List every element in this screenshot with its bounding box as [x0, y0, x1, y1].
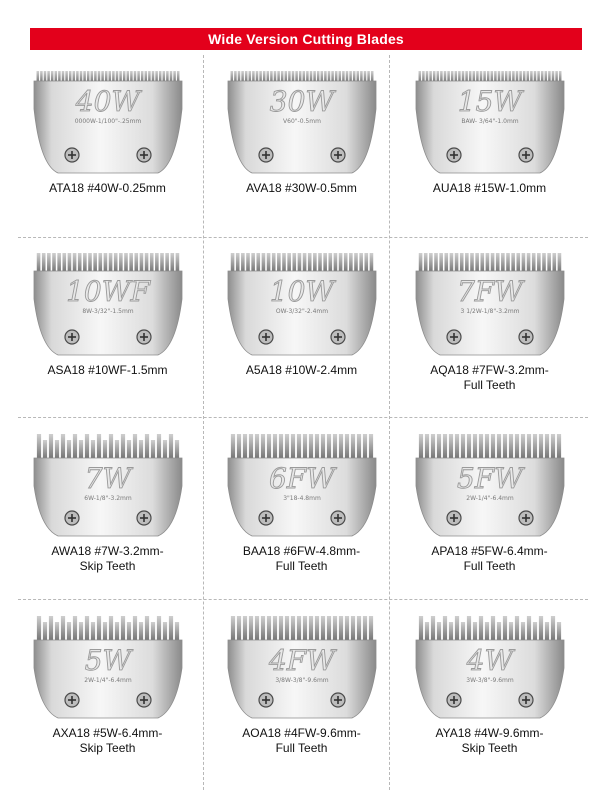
- blade-size-engraving: BAW- 3/64"-1.0mm: [460, 118, 519, 125]
- blade-image: [18, 249, 198, 361]
- blade-image: [18, 430, 198, 542]
- screw-icon: [519, 693, 533, 707]
- blade-teeth: [418, 434, 560, 460]
- blade-size-engraving: 0000W-1/100"-.25mm: [74, 118, 141, 125]
- blade-caption: [392, 181, 587, 196]
- blade-teeth: [230, 253, 372, 273]
- caption-model: AYA18 #4W-9.6mm-: [435, 726, 544, 740]
- title-banner: [30, 28, 582, 50]
- blade-code-engraving: 40W: [75, 85, 140, 118]
- screw-icon: [259, 511, 273, 525]
- screw-icon: [331, 330, 345, 344]
- caption-teeth-type: Full Teeth: [463, 559, 516, 573]
- caption-teeth-type: Full Teeth: [275, 559, 328, 573]
- blade-size-engraving: V60"-0.5mm: [282, 118, 321, 125]
- blade-caption: [10, 363, 205, 378]
- caption-model: APA18 #5FW-6.4mm-: [431, 544, 548, 558]
- blade-card: [392, 237, 587, 420]
- screw-icon: [447, 511, 461, 525]
- screw-icon: [447, 693, 461, 707]
- blade-size-engraving: 6W-1/8"-3.2mm: [83, 495, 132, 502]
- screw-icon: [331, 148, 345, 162]
- blade-card: [392, 55, 587, 238]
- blade-card: [392, 600, 587, 783]
- screw-icon: [259, 330, 273, 344]
- screw-icon: [447, 148, 461, 162]
- screw-icon: [447, 330, 461, 344]
- blade-caption: [204, 181, 399, 196]
- caption-model: AVA18 #30W-0.5mm: [246, 181, 357, 195]
- screw-icon: [137, 148, 151, 162]
- screw-icon: [331, 511, 345, 525]
- caption-teeth-type: Skip Teeth: [79, 559, 136, 573]
- screw-icon: [519, 330, 533, 344]
- blade-caption: [204, 544, 399, 574]
- caption-model: ATA18 #40W-0.25mm: [49, 181, 166, 195]
- blade-caption: [204, 726, 399, 756]
- blade-size-engraving: 3W-3/8"-9.6mm: [465, 677, 514, 684]
- blade-code-engraving: 10W: [269, 275, 334, 308]
- screw-icon: [259, 148, 273, 162]
- caption-model: AXA18 #5W-6.4mm-: [52, 726, 163, 740]
- blade-caption: [392, 363, 587, 393]
- blade-grid: [0, 55, 600, 790]
- blade-card: [10, 600, 205, 783]
- caption-teeth-type: Full Teeth: [275, 741, 328, 755]
- blade-card: [204, 55, 399, 238]
- screw-icon: [519, 511, 533, 525]
- caption-teeth-type: Skip Teeth: [461, 741, 518, 755]
- screw-icon: [65, 330, 79, 344]
- blade-size-engraving: OW-3/32"-2.4mm: [275, 308, 328, 315]
- blade-teeth: [230, 434, 372, 460]
- blade-image: [400, 612, 580, 724]
- blade-teeth: [36, 434, 178, 460]
- screw-icon: [65, 511, 79, 525]
- screw-icon: [259, 693, 273, 707]
- screw-icon: [331, 693, 345, 707]
- blade-caption: [10, 181, 205, 196]
- blade-card: [392, 418, 587, 601]
- blade-card: [204, 237, 399, 420]
- blade-teeth: [36, 616, 178, 642]
- screw-icon: [137, 693, 151, 707]
- blade-code-engraving: 15W: [457, 85, 522, 118]
- screw-icon: [519, 148, 533, 162]
- blade-size-engraving: 2W-1/4"-6.4mm: [83, 677, 132, 684]
- caption-teeth-type: Full Teeth: [463, 378, 516, 392]
- blade-card: [204, 418, 399, 601]
- blade-teeth: [230, 616, 372, 642]
- screw-icon: [137, 511, 151, 525]
- blade-image: [18, 612, 198, 724]
- blade-caption: [392, 544, 587, 574]
- blade-card: [10, 55, 205, 238]
- blade-code-engraving: 7W: [84, 462, 131, 495]
- blade-image: [212, 249, 392, 361]
- caption-model: AWA18 #7W-3.2mm-: [51, 544, 164, 558]
- blade-image: [212, 430, 392, 542]
- caption-model: A5A18 #10W-2.4mm: [245, 363, 358, 377]
- blade-image: [400, 430, 580, 542]
- blade-teeth: [418, 253, 560, 273]
- blade-image: [400, 67, 580, 179]
- blade-teeth: [418, 616, 560, 642]
- blade-caption: [10, 726, 205, 756]
- caption-model: AOA18 #4FW-9.6mm-: [242, 726, 361, 740]
- blade-code-engraving: 7FW: [456, 275, 523, 308]
- screw-icon: [137, 330, 151, 344]
- blade-image: [400, 249, 580, 361]
- blade-card: [10, 418, 205, 601]
- blade-size-engraving: 3"18-4.8mm: [282, 495, 321, 502]
- blade-image: [212, 67, 392, 179]
- caption-model: ASA18 #10WF-1.5mm: [47, 363, 168, 377]
- caption-model: BAA18 #6FW-4.8mm-: [242, 544, 361, 558]
- blade-size-engraving: 8W-3/32"-1.5mm: [81, 308, 134, 315]
- blade-code-engraving: 10WF: [65, 275, 150, 308]
- caption-teeth-type: Skip Teeth: [79, 741, 136, 755]
- blade-caption: [10, 544, 205, 574]
- caption-model: AQA18 #7FW-3.2mm-: [430, 363, 549, 377]
- blade-image: [18, 67, 198, 179]
- blade-size-engraving: 3/8W-3/8"-9.6mm: [274, 677, 329, 684]
- blade-code-engraving: 30W: [269, 85, 334, 118]
- blade-card: [204, 600, 399, 783]
- screw-icon: [65, 148, 79, 162]
- blade-card: [10, 237, 205, 420]
- blade-image: [212, 612, 392, 724]
- blade-teeth: [36, 253, 178, 273]
- blade-code-engraving: 4FW: [268, 644, 335, 677]
- blade-size-engraving: 3 1/2W-1/8"-3.2mm: [459, 308, 520, 315]
- screw-icon: [65, 693, 79, 707]
- blade-code-engraving: 5W: [84, 644, 131, 677]
- blade-code-engraving: 6FW: [268, 462, 335, 495]
- blade-caption: [392, 726, 587, 756]
- blade-code-engraving: 5FW: [456, 462, 523, 495]
- blade-caption: [204, 363, 399, 378]
- blade-size-engraving: 2W-1/4"-6.4mm: [465, 495, 514, 502]
- blade-code-engraving: 4W: [466, 644, 513, 677]
- banner-title: Wide Version Cutting Blades: [208, 31, 404, 47]
- caption-model: AUA18 #15W-1.0mm: [432, 181, 547, 195]
